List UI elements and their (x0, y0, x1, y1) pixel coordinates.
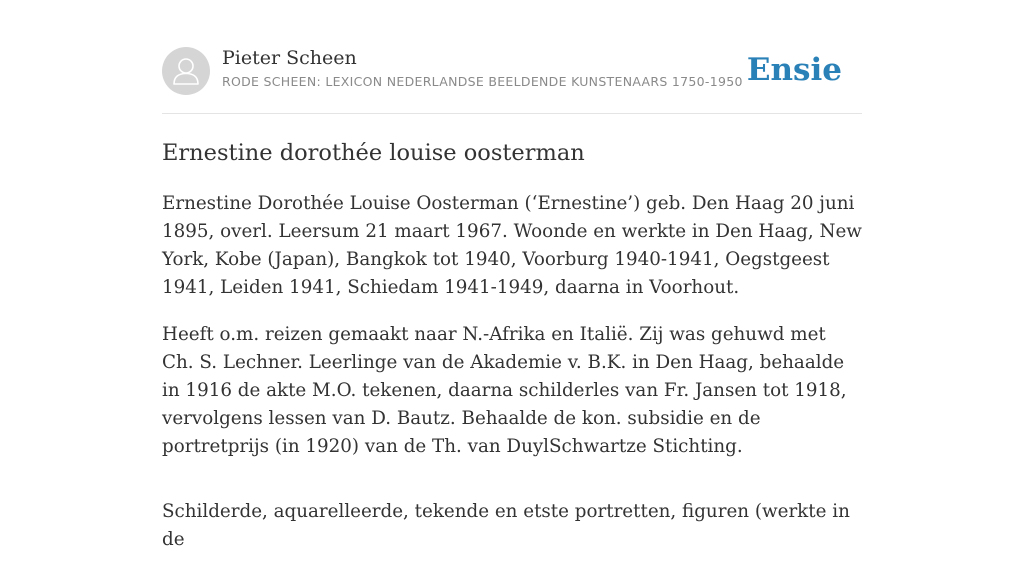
article-paragraph: Ernestine Dorothée Louise Oosterman (‘Ernestine’) geb. Den Haag 20 juni 1895, overl. Leersum 21 maart 1967. Woonde en werkte in Den Haag, New York, Kobe (Japan), Bangkok tot 1940, Voorburg 1940-1941, Oegstgeest 1941, Leiden 1941, Schiedam 1941-1949, daarna in Voorhout. (162, 193, 862, 298)
article-paragraph: Schilderde, aquarelleerde, tekende en etste portretten, figuren (werkte in de (162, 501, 850, 550)
author-name[interactable]: Pieter Scheen (222, 47, 357, 69)
article-header (162, 46, 862, 96)
header-divider (162, 113, 862, 114)
ensie-logo[interactable]: Ensie (746, 52, 842, 88)
article-title: Ernestine dorothée louise oosterman (162, 140, 585, 166)
user-placeholder-icon (162, 47, 210, 95)
article-body (162, 190, 862, 573)
author-avatar[interactable] (162, 47, 210, 95)
source-title[interactable]: RODE SCHEEN: LEXICON NEDERLANDSE BEELDENDE KUNSTENAARS 1750-1950 (222, 74, 743, 89)
article-paragraph: Heeft o.m. reizen gemaakt naar N.-Afrika en Italië. Zij was gehuwd met Ch. S. Lechner. Leerlinge van de Akademie v. B.K. in Den Haag, behaalde in 1916 de akte M.O. tekenen, daarna schilderles van Fr. Jansen tot 1918, vervolgens lessen van D. Bautz. Behaalde de kon. subsidie en de portretprijs (in 1920) van de Th. van DuylSchwartze Stichting. (162, 324, 847, 457)
